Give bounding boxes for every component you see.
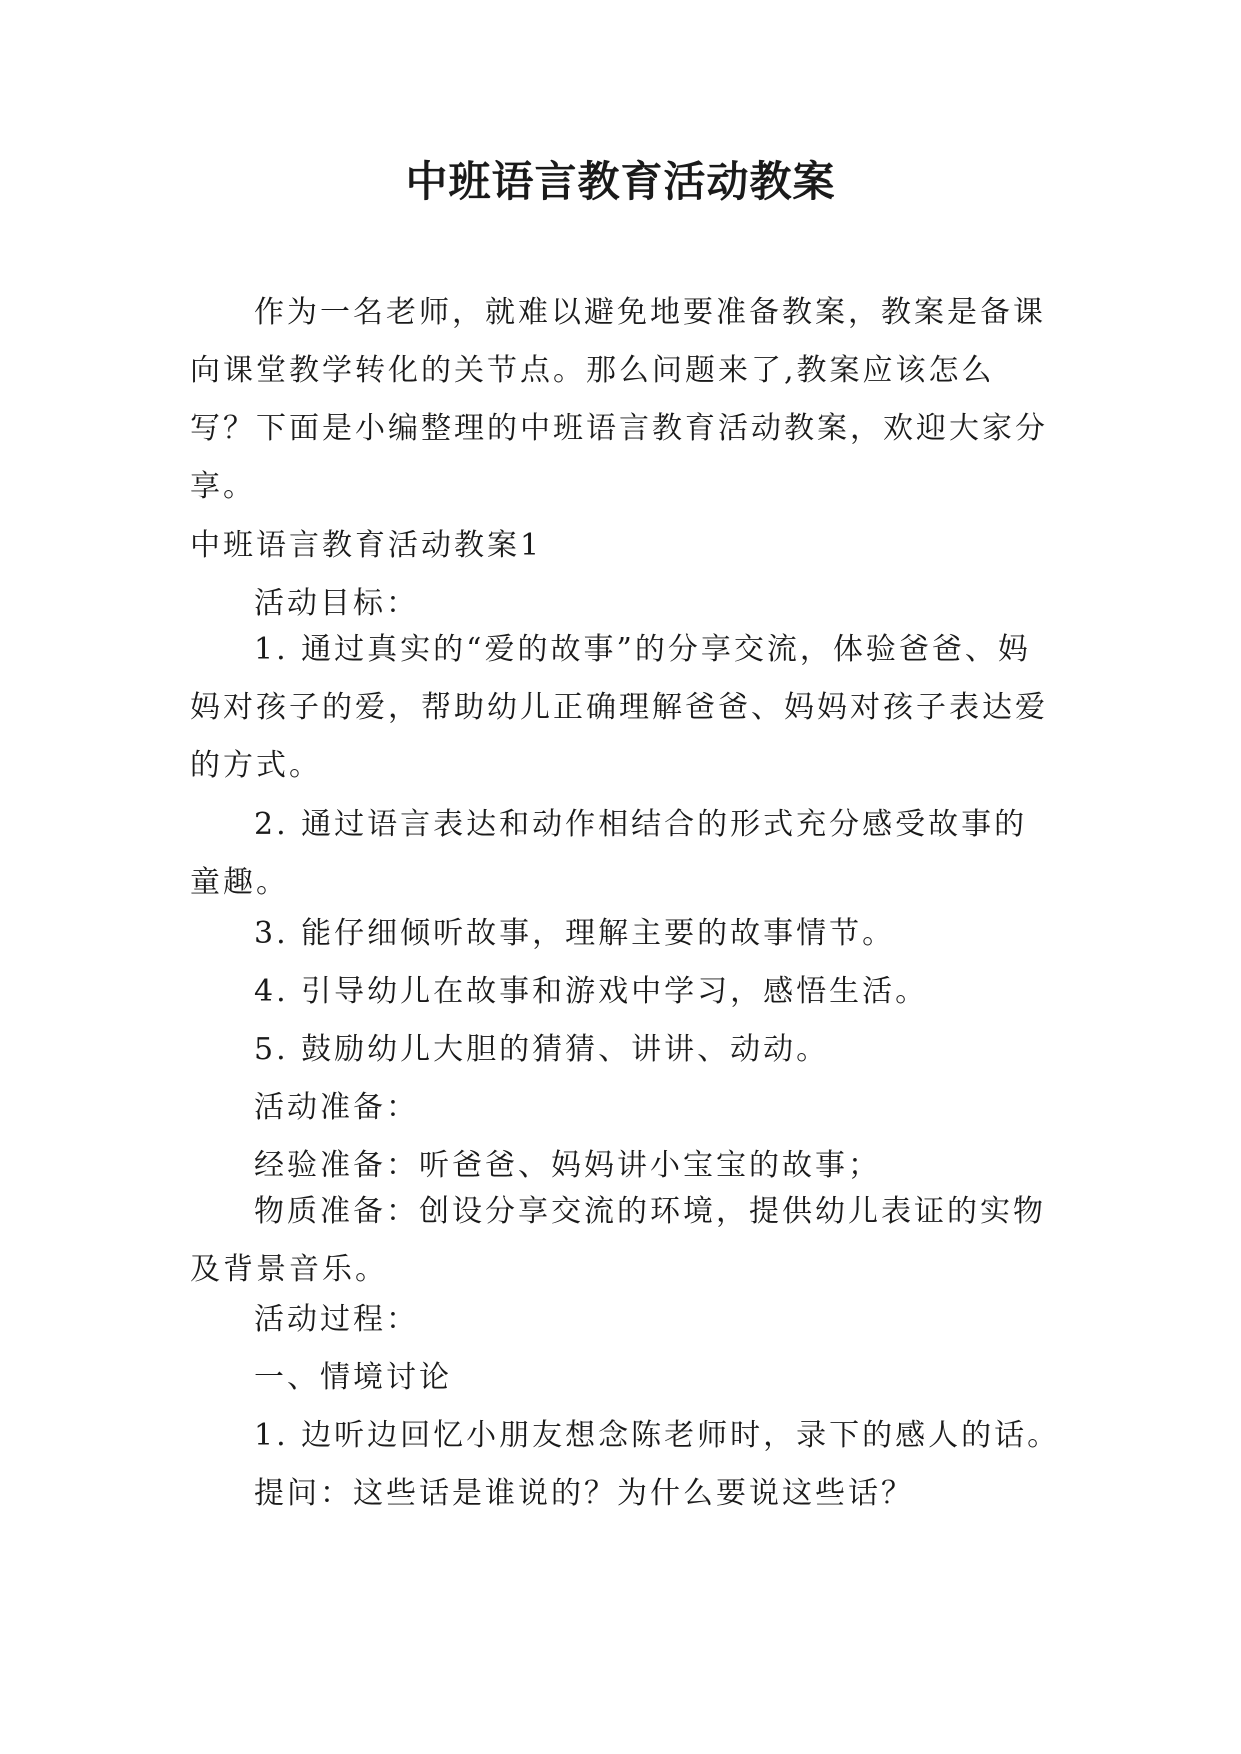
goal-item-2: 2. 通过语言表达和动作相结合的形式充分感受故事的童趣。 bbox=[190, 807, 1028, 900]
prep-experience: 经验准备：听爸爸、妈妈讲小宝宝的故事； bbox=[254, 1148, 881, 1183]
goal-item-4: 4. 引导幼儿在故事和游戏中学习，感悟生活。 bbox=[254, 974, 929, 1009]
intro-paragraph: 作为一名老师，就难以避免地要准备教案，教案是备课向课堂教学转化的关节点。那么问题来了,教案应该怎么写？下面是小编整理的中班语言教育活动教案，欢迎大家分享。 bbox=[190, 295, 1048, 504]
prep-label: 活动准备： bbox=[254, 1090, 419, 1125]
section-heading: 中班语言教育活动教案1 bbox=[190, 528, 543, 563]
process-part-1: 一、情境讨论 bbox=[254, 1360, 452, 1395]
process-label: 活动过程： bbox=[254, 1302, 419, 1337]
goal-item-3: 3. 能仔细倾听故事，理解主要的故事情节。 bbox=[254, 916, 896, 951]
prep-material: 物质准备：创设分享交流的环境，提供幼儿表证的实物及背景音乐。 bbox=[190, 1194, 1046, 1287]
process-step-1: 1. 边听边回忆小朋友想念陈老师时，录下的感人的话。 bbox=[254, 1418, 1061, 1453]
goal-item-1: 1. 通过真实的“爱的故事”的分享交流，体验爸爸、妈妈对孩子的爱，帮助幼儿正确理解爸爸、妈妈对孩子表达爱的方式。 bbox=[190, 632, 1048, 783]
goal-item-5: 5. 鼓励幼儿大胆的猜猜、讲讲、动动。 bbox=[254, 1032, 830, 1067]
document-title: 中班语言教育活动教案 bbox=[405, 157, 836, 206]
goals-label: 活动目标： bbox=[254, 586, 419, 621]
process-question: 提问：这些话是谁说的？为什么要说这些话？ bbox=[254, 1476, 914, 1511]
